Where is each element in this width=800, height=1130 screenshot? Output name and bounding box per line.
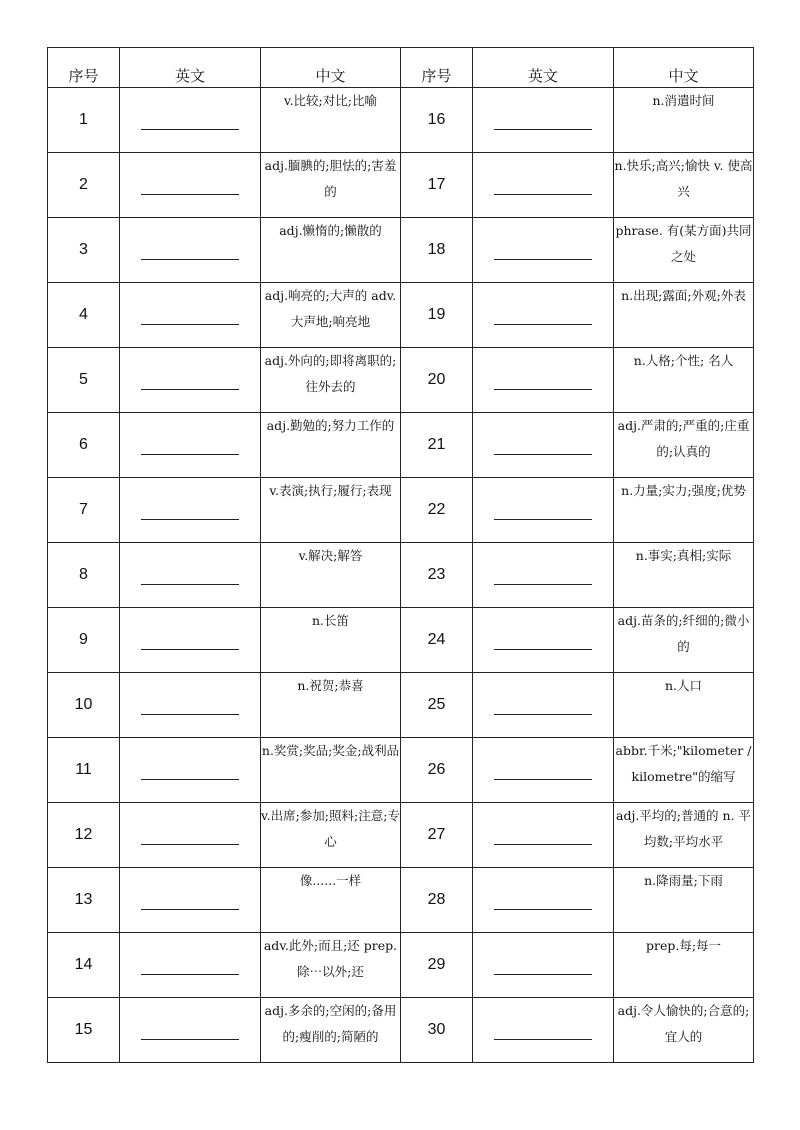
english-answer-cell bbox=[120, 218, 261, 283]
chinese-definition: abbr.千米;"kilometer / kilometre"的缩写 bbox=[614, 738, 754, 803]
item-number: 6 bbox=[48, 413, 120, 478]
item-number: 13 bbox=[48, 868, 120, 933]
item-number: 26 bbox=[401, 738, 473, 803]
english-answer-cell bbox=[120, 478, 261, 543]
english-answer-cell bbox=[473, 608, 614, 673]
english-answer-cell bbox=[473, 998, 614, 1063]
item-number: 21 bbox=[401, 413, 473, 478]
english-answer-cell bbox=[473, 153, 614, 218]
item-number: 25 bbox=[401, 673, 473, 738]
english-answer-cell bbox=[120, 803, 261, 868]
item-number: 28 bbox=[401, 868, 473, 933]
answer-blank-line[interactable] bbox=[494, 312, 592, 325]
answer-blank-line[interactable] bbox=[141, 182, 239, 195]
item-number: 20 bbox=[401, 348, 473, 413]
table-row bbox=[48, 803, 754, 868]
header-english-right: 英文 bbox=[473, 48, 614, 88]
answer-blank-line[interactable] bbox=[141, 507, 239, 520]
chinese-definition: adj.响亮的;大声的 adv. 大声地;响亮地 bbox=[261, 283, 401, 348]
english-answer-cell bbox=[473, 218, 614, 283]
item-number: 12 bbox=[48, 803, 120, 868]
english-answer-cell bbox=[120, 673, 261, 738]
english-answer-cell bbox=[473, 933, 614, 998]
chinese-definition: n.力量;实力;强度;优势 bbox=[614, 478, 754, 543]
table-row bbox=[48, 933, 754, 998]
english-answer-cell bbox=[120, 738, 261, 803]
header-english-left: 英文 bbox=[120, 48, 261, 88]
item-number: 22 bbox=[401, 478, 473, 543]
chinese-definition: n.降雨量;下雨 bbox=[614, 868, 754, 933]
english-answer-cell bbox=[120, 88, 261, 153]
english-answer-cell bbox=[120, 283, 261, 348]
header-row bbox=[48, 48, 754, 88]
item-number: 10 bbox=[48, 673, 120, 738]
answer-blank-line[interactable] bbox=[494, 377, 592, 390]
chinese-definition: v.出席;参加;照料;注意;专心 bbox=[261, 803, 401, 868]
table-row bbox=[48, 608, 754, 673]
chinese-definition: adj.勤勉的;努力工作的 bbox=[261, 413, 401, 478]
answer-blank-line[interactable] bbox=[494, 702, 592, 715]
item-number: 15 bbox=[48, 998, 120, 1063]
item-number: 5 bbox=[48, 348, 120, 413]
item-number: 8 bbox=[48, 543, 120, 608]
english-answer-cell bbox=[120, 868, 261, 933]
answer-blank-line[interactable] bbox=[494, 832, 592, 845]
answer-blank-line[interactable] bbox=[494, 442, 592, 455]
table-row bbox=[48, 738, 754, 803]
item-number: 30 bbox=[401, 998, 473, 1063]
answer-blank-line[interactable] bbox=[141, 572, 239, 585]
item-number: 9 bbox=[48, 608, 120, 673]
item-number: 29 bbox=[401, 933, 473, 998]
answer-blank-line[interactable] bbox=[494, 507, 592, 520]
chinese-definition: adv.此外;而且;还 prep. 除⋯以外;还 bbox=[261, 933, 401, 998]
answer-blank-line[interactable] bbox=[494, 182, 592, 195]
answer-blank-line[interactable] bbox=[494, 1027, 592, 1040]
answer-blank-line[interactable] bbox=[494, 767, 592, 780]
answer-blank-line[interactable] bbox=[141, 702, 239, 715]
table-row bbox=[48, 478, 754, 543]
english-answer-cell bbox=[120, 153, 261, 218]
english-answer-cell bbox=[473, 478, 614, 543]
english-answer-cell bbox=[120, 543, 261, 608]
item-number: 18 bbox=[401, 218, 473, 283]
chinese-definition: n.人格;个性; 名人 bbox=[614, 348, 754, 413]
table-row bbox=[48, 348, 754, 413]
english-answer-cell bbox=[473, 348, 614, 413]
english-answer-cell bbox=[473, 413, 614, 478]
chinese-definition: v.表演;执行;履行;表现 bbox=[261, 478, 401, 543]
chinese-definition: adj.令人愉快的;合意的;宜人的 bbox=[614, 998, 754, 1063]
chinese-definition: v.解决;解答 bbox=[261, 543, 401, 608]
english-answer-cell bbox=[473, 543, 614, 608]
item-number: 19 bbox=[401, 283, 473, 348]
answer-blank-line[interactable] bbox=[141, 117, 239, 130]
english-answer-cell bbox=[473, 283, 614, 348]
english-answer-cell bbox=[120, 413, 261, 478]
english-answer-cell bbox=[473, 88, 614, 153]
header-number-left: 序号 bbox=[48, 48, 120, 88]
item-number: 7 bbox=[48, 478, 120, 543]
vocabulary-rows bbox=[48, 88, 754, 1063]
item-number: 14 bbox=[48, 933, 120, 998]
english-answer-cell bbox=[473, 868, 614, 933]
chinese-definition: n.祝贺;恭喜 bbox=[261, 673, 401, 738]
item-number: 23 bbox=[401, 543, 473, 608]
item-number: 24 bbox=[401, 608, 473, 673]
chinese-definition: adj.平均的;普通的 n. 平均数;平均水平 bbox=[614, 803, 754, 868]
header-number-right: 序号 bbox=[401, 48, 473, 88]
chinese-definition: 像......一样 bbox=[261, 868, 401, 933]
chinese-definition: adj.严肃的;严重的;庄重的;认真的 bbox=[614, 413, 754, 478]
answer-blank-line[interactable] bbox=[494, 962, 592, 975]
chinese-definition: adj.懒惰的;懒散的 bbox=[261, 218, 401, 283]
answer-blank-line[interactable] bbox=[494, 247, 592, 260]
chinese-definition: n.长笛 bbox=[261, 608, 401, 673]
answer-blank-line[interactable] bbox=[494, 117, 592, 130]
chinese-definition: n.消遣时间 bbox=[614, 88, 754, 153]
table-row bbox=[48, 153, 754, 218]
item-number: 2 bbox=[48, 153, 120, 218]
answer-blank-line[interactable] bbox=[141, 377, 239, 390]
english-answer-cell bbox=[120, 608, 261, 673]
table-row bbox=[48, 868, 754, 933]
answer-blank-line[interactable] bbox=[494, 637, 592, 650]
answer-blank-line[interactable] bbox=[141, 442, 239, 455]
table-row bbox=[48, 283, 754, 348]
english-answer-cell bbox=[120, 998, 261, 1063]
table-row bbox=[48, 543, 754, 608]
item-number: 3 bbox=[48, 218, 120, 283]
header-chinese-right: 中文 bbox=[614, 48, 754, 88]
table-row bbox=[48, 998, 754, 1063]
answer-blank-line[interactable] bbox=[141, 637, 239, 650]
item-number: 4 bbox=[48, 283, 120, 348]
item-number: 11 bbox=[48, 738, 120, 803]
chinese-definition: phrase. 有(某方面)共同之处 bbox=[614, 218, 754, 283]
answer-blank-line[interactable] bbox=[141, 247, 239, 260]
english-answer-cell bbox=[120, 933, 261, 998]
english-answer-cell bbox=[120, 348, 261, 413]
chinese-definition: prep.每;每一 bbox=[614, 933, 754, 998]
item-number: 16 bbox=[401, 88, 473, 153]
answer-blank-line[interactable] bbox=[141, 767, 239, 780]
table-row bbox=[48, 218, 754, 283]
vocabulary-table bbox=[47, 47, 754, 1063]
item-number: 1 bbox=[48, 88, 120, 153]
chinese-definition: adj.外向的;即将离职的;往外去的 bbox=[261, 348, 401, 413]
table-row bbox=[48, 88, 754, 153]
table-row bbox=[48, 413, 754, 478]
answer-blank-line[interactable] bbox=[494, 897, 592, 910]
chinese-definition: adj.腼腆的;胆怯的;害羞的 bbox=[261, 153, 401, 218]
item-number: 17 bbox=[401, 153, 473, 218]
answer-blank-line[interactable] bbox=[141, 832, 239, 845]
answer-blank-line[interactable] bbox=[494, 572, 592, 585]
answer-blank-line[interactable] bbox=[141, 897, 239, 910]
chinese-definition: n.事实;真相;实际 bbox=[614, 543, 754, 608]
item-number: 27 bbox=[401, 803, 473, 868]
english-answer-cell bbox=[473, 673, 614, 738]
chinese-definition: adj.苗条的;纤细的;微小的 bbox=[614, 608, 754, 673]
english-answer-cell bbox=[473, 803, 614, 868]
chinese-definition: v.比较;对比;比喻 bbox=[261, 88, 401, 153]
chinese-definition: n.人口 bbox=[614, 673, 754, 738]
chinese-definition: n.出现;露面;外观;外表 bbox=[614, 283, 754, 348]
header-chinese-left: 中文 bbox=[261, 48, 401, 88]
chinese-definition: n.奖赏;奖品;奖金;战利品 bbox=[261, 738, 401, 803]
answer-blank-line[interactable] bbox=[141, 1027, 239, 1040]
answer-blank-line[interactable] bbox=[141, 312, 239, 325]
answer-blank-line[interactable] bbox=[141, 962, 239, 975]
table-row bbox=[48, 673, 754, 738]
chinese-definition: adj.多余的;空闲的;备用的;瘦削的;简陋的 bbox=[261, 998, 401, 1063]
chinese-definition: n.快乐;高兴;愉快 v. 使高兴 bbox=[614, 153, 754, 218]
english-answer-cell bbox=[473, 738, 614, 803]
